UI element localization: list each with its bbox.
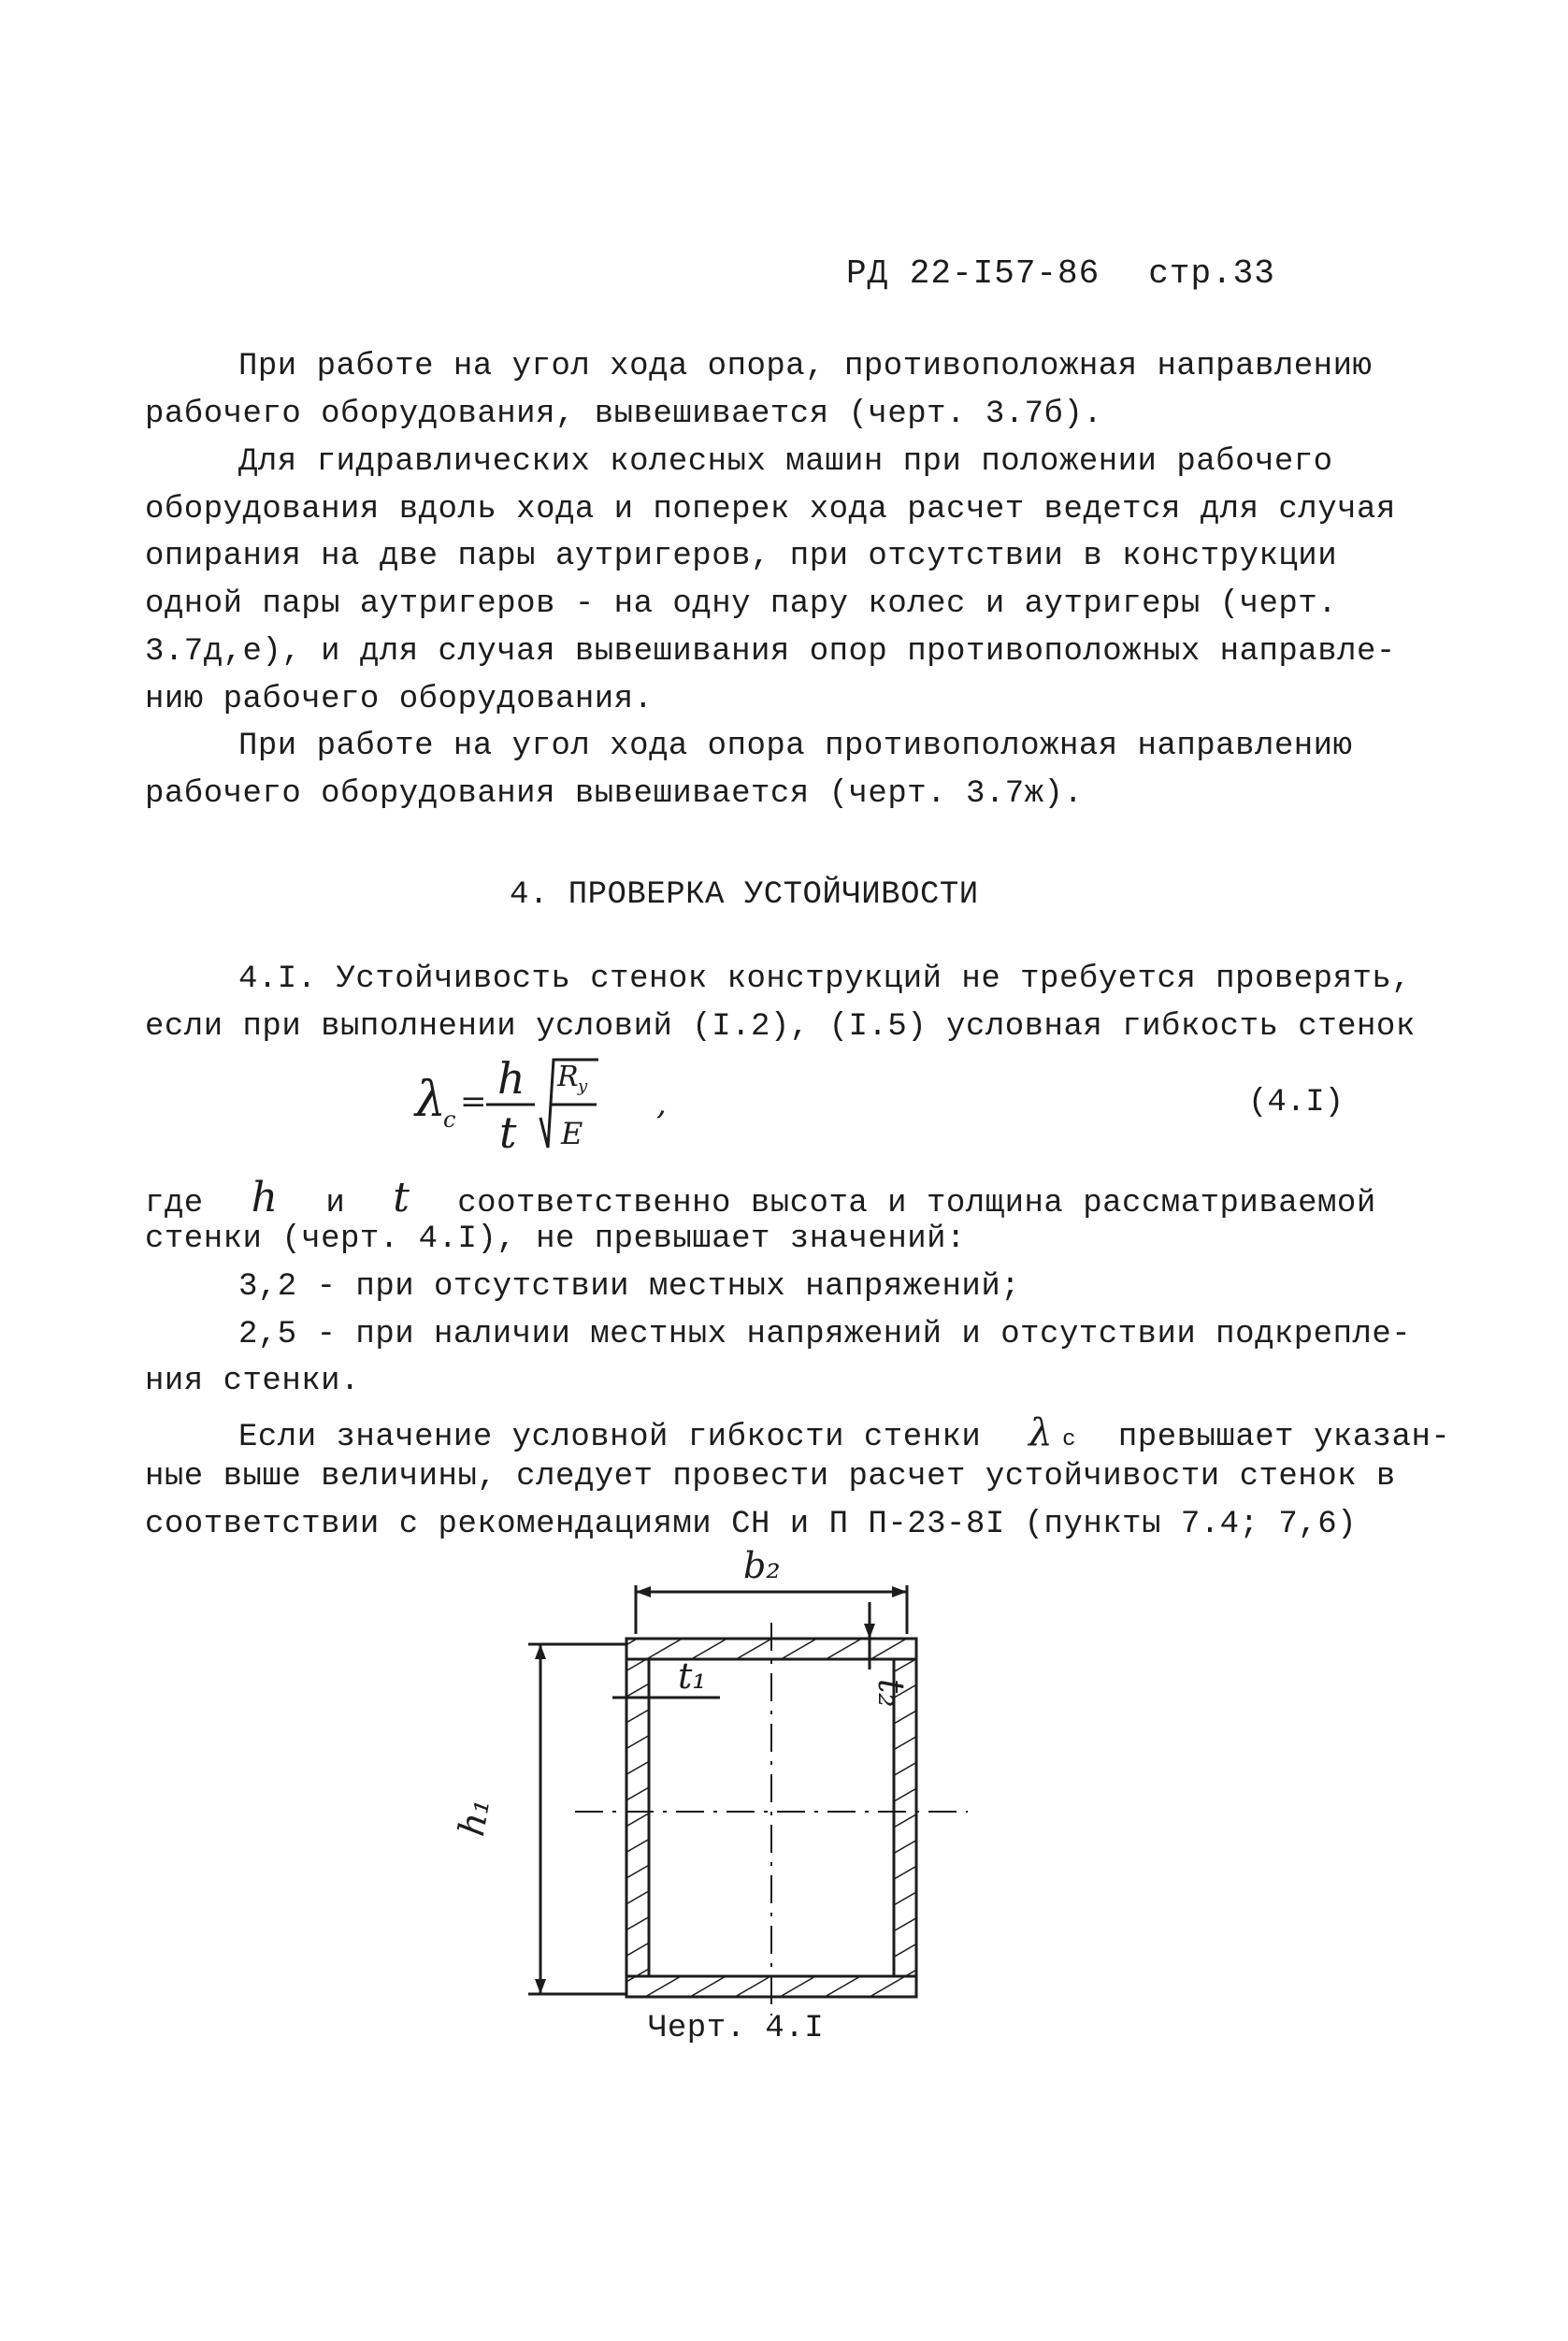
text-line: 4.I. Устойчивость стенок конструкций не требуется проверять,: [238, 961, 1412, 997]
text-line: соответствии с рекомендациями СН и П П-23-8I (пункты 7.4; 7,6): [145, 1507, 1358, 1542]
text-line: одной пары аутригеров - на одну пару колес и аутригеры (черт.: [145, 586, 1338, 622]
formula-sub-y: y: [578, 1077, 588, 1096]
b2-arrow-right: [892, 1586, 907, 1597]
formula-number: (4.I): [1248, 1085, 1345, 1120]
figure-caption: Черт. 4.I: [648, 2011, 825, 2046]
text-line: оборудования вдоль хода и поперек хода расчет ведется для случая: [145, 492, 1396, 527]
text-line: 2,5 - при наличии местных напряжений и отсутствии подкрепле-: [238, 1317, 1412, 1352]
symbol-lambda-sub: c: [1062, 1427, 1076, 1452]
label-t1: t₁: [678, 1655, 707, 1697]
text-line: [238, 1411, 1450, 1455]
formula-comma: ,: [656, 1085, 667, 1122]
section-title: 4. ПРОВЕРКА УСТОЙЧИВОСТИ: [510, 877, 979, 913]
text-line: ния стенки.: [145, 1364, 360, 1399]
text-line: Для гидравлических колесных машин при положении рабочего: [238, 444, 1333, 480]
text-line: 3,2 - при отсутствии местных напряжений;: [238, 1269, 1021, 1305]
text-line: рабочего оборудования, вывешивается (черт. 3.7б).: [145, 397, 1103, 432]
text-line: 3.7д,е), и для случая вывешивания опор противоположных направле-: [145, 634, 1396, 670]
text-line: При работе на угол хода опора, противоположная направлению: [238, 349, 1373, 384]
symbol-h: h: [251, 1174, 279, 1221]
where-tail: соответственно высота и толщина рассматриваемой: [457, 1186, 1376, 1221]
b2-arrow-left: [636, 1586, 651, 1597]
h1-arrow-top: [535, 1644, 546, 1659]
t2-arrow: [864, 1624, 875, 1639]
page-header: [846, 254, 1275, 293]
text-line: нию рабочего оборудования.: [145, 682, 654, 717]
text-line: ные выше величины, следует провести расчет устойчивости стенок в: [145, 1459, 1396, 1495]
symbol-t: t: [393, 1174, 410, 1221]
formula-sub-c: c: [443, 1106, 456, 1133]
formula-t: t: [499, 1107, 517, 1158]
text-line: рабочего оборудования вывешивается (черт. 3.7ж).: [145, 776, 1084, 812]
text-line: стенки (черт. 4.I), не превышает значений:: [145, 1221, 966, 1257]
doc-code: РД 22-I57-86: [846, 254, 1100, 293]
label-h1: h₁: [451, 1795, 498, 1840]
para-a-tail: превышает указан-: [1117, 1420, 1451, 1455]
formula-E: E: [561, 1116, 583, 1151]
text-line: При работе на угол хода опора противоположная направлению: [238, 729, 1353, 764]
label-b2: b₂: [743, 1545, 781, 1586]
and-word: и: [325, 1186, 346, 1221]
para-a: Если значение условной гибкости стенки: [238, 1420, 982, 1455]
slenderness-formula: [411, 1052, 673, 1158]
formula-R: R: [557, 1061, 579, 1093]
text-line: [145, 1174, 1376, 1221]
formula-lambda: λ: [415, 1072, 446, 1128]
formula-h: h: [497, 1053, 525, 1104]
left-web: [626, 1659, 649, 1976]
symbol-lambda: λ: [1029, 1411, 1054, 1454]
where-word: где: [145, 1186, 204, 1221]
label-t2: t₂: [870, 1679, 912, 1708]
text-line: если при выполнении условий (I.2), (I.5) условная гибкость стенок: [145, 1009, 1416, 1045]
page-label: стр.33: [1148, 254, 1275, 293]
formula-equals: =: [460, 1083, 487, 1120]
h1-arrow-bottom: [535, 1979, 546, 1994]
text-line: опирания на две пары аутригеров, при отсутствии в конструкции: [145, 539, 1338, 574]
box-section-drawing: [451, 1545, 972, 2034]
